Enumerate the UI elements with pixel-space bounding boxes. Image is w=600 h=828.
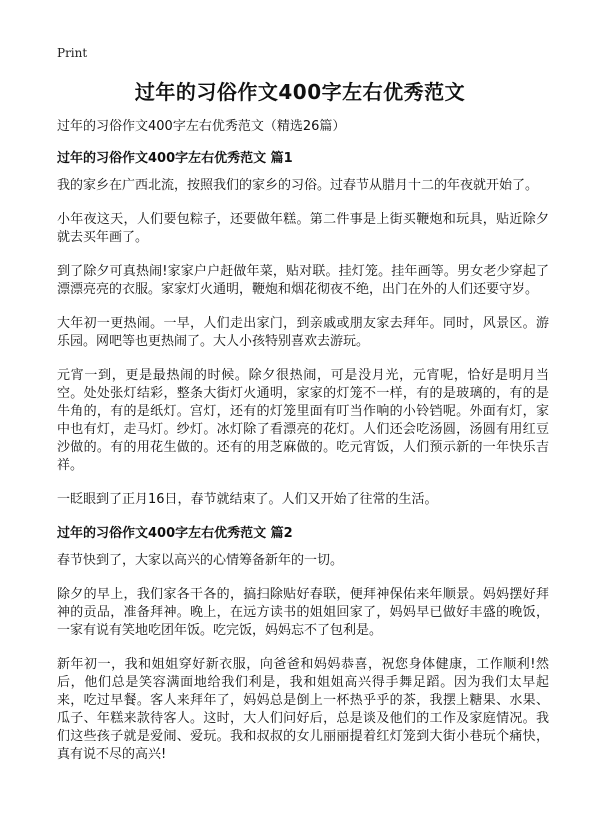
paragraph: 新年初一，我和姐姐穿好新衣服，向爸爸和妈妈恭喜，祝您身体健康，工作顺利!然后，他们总是笑容满面地给我们利是，我和姐姐高兴得手舞足蹈。因为我们太早起来，吃过早餐。客人来拜年了，妈妈总是倒上一杯热乎乎的茶，我摆上糖果、水果、瓜子、年糕来款待客人。这时，大人们问好后，总是谈及他们的工作及家庭情况。我们这些孩子就是爱闹、爱玩。我和叔叔的女儿丽丽提着红灯笼到大街小巷玩个痛快，真有说不尽的高兴! (57, 657, 549, 762)
section-heading: 过年的习俗作文400字左右优秀范文 篇1 (57, 151, 293, 166)
section-heading: 过年的习俗作文400字左右优秀范文 篇2 (57, 526, 293, 541)
section-2 (57, 525, 549, 764)
section-1 (57, 150, 549, 509)
paragraph: 小年夜这天，人们要包粽子，还要做年糕。第二件事是上街买鞭炮和玩具，贴近除夕就去买年画了。 (57, 212, 549, 245)
paragraph: 我的家乡在广西北流，按照我们的家乡的习俗。过春节从腊月十二的年夜就开始了。 (57, 178, 539, 193)
paragraph: 元宵一到，更是最热闹的时候。除夕很热闹，可是没月光，元宵呢，恰好是明月当空。处处张灯结彩，整条大街灯火通明，家家的灯笼不一样，有的是玻璃的，有的是牛角的，有的是纸灯。宫灯，还有的灯笼里面有叮当作响的小铃铛呢。外面有灯，家中也有灯，走马灯。纱灯。冰灯除了看漂亮的花灯。人们还会吃汤圆，汤圆有用红豆沙做的。有的用花生做的。还有的用芝麻做的。吃元宵饭，人们预示新的一年快乐吉祥。 (57, 368, 549, 473)
page-title: 过年的习俗作文400字左右优秀范文 (134, 80, 466, 104)
paragraph: 到了除夕可真热闹!家家户户赶做年菜，贴对联。挂灯笼。挂年画等。男女老少穿起了漂漂亮亮的衣服。家家灯火通明，鞭炮和烟花彻夜不绝，出门在外的人们还要守岁。 (57, 264, 549, 297)
print-link[interactable]: Print (57, 46, 88, 60)
paragraph: 除夕的早上，我们家各干各的，搞扫除贴好春联，便拜神保佑来年顺景。妈妈摆好拜神的贡品，准备拜神。晚上，在远方读书的姐姐回家了，妈妈早已做好丰盛的晚饭，一家有说有笑地吃团年饭。吃完饭，妈妈忘不了包利是。 (57, 587, 549, 638)
paragraph: 春节快到了，大家以高兴的心情筹备新年的一切。 (57, 553, 344, 568)
document-body (57, 118, 549, 780)
paragraph: 大年初一更热闹。一早，人们走出家门，到亲戚或朋友家去拜年。同时，风景区。游乐园。网吧等也更热闹了。大人小孩特别喜欢去游玩。 (57, 316, 549, 349)
document-subtitle: 过年的习俗作文400字左右优秀范文（精选26篇） (57, 119, 346, 134)
paragraph: 一眨眼到了正月16日，春节就结束了。人们又开始了往常的生活。 (57, 492, 438, 507)
